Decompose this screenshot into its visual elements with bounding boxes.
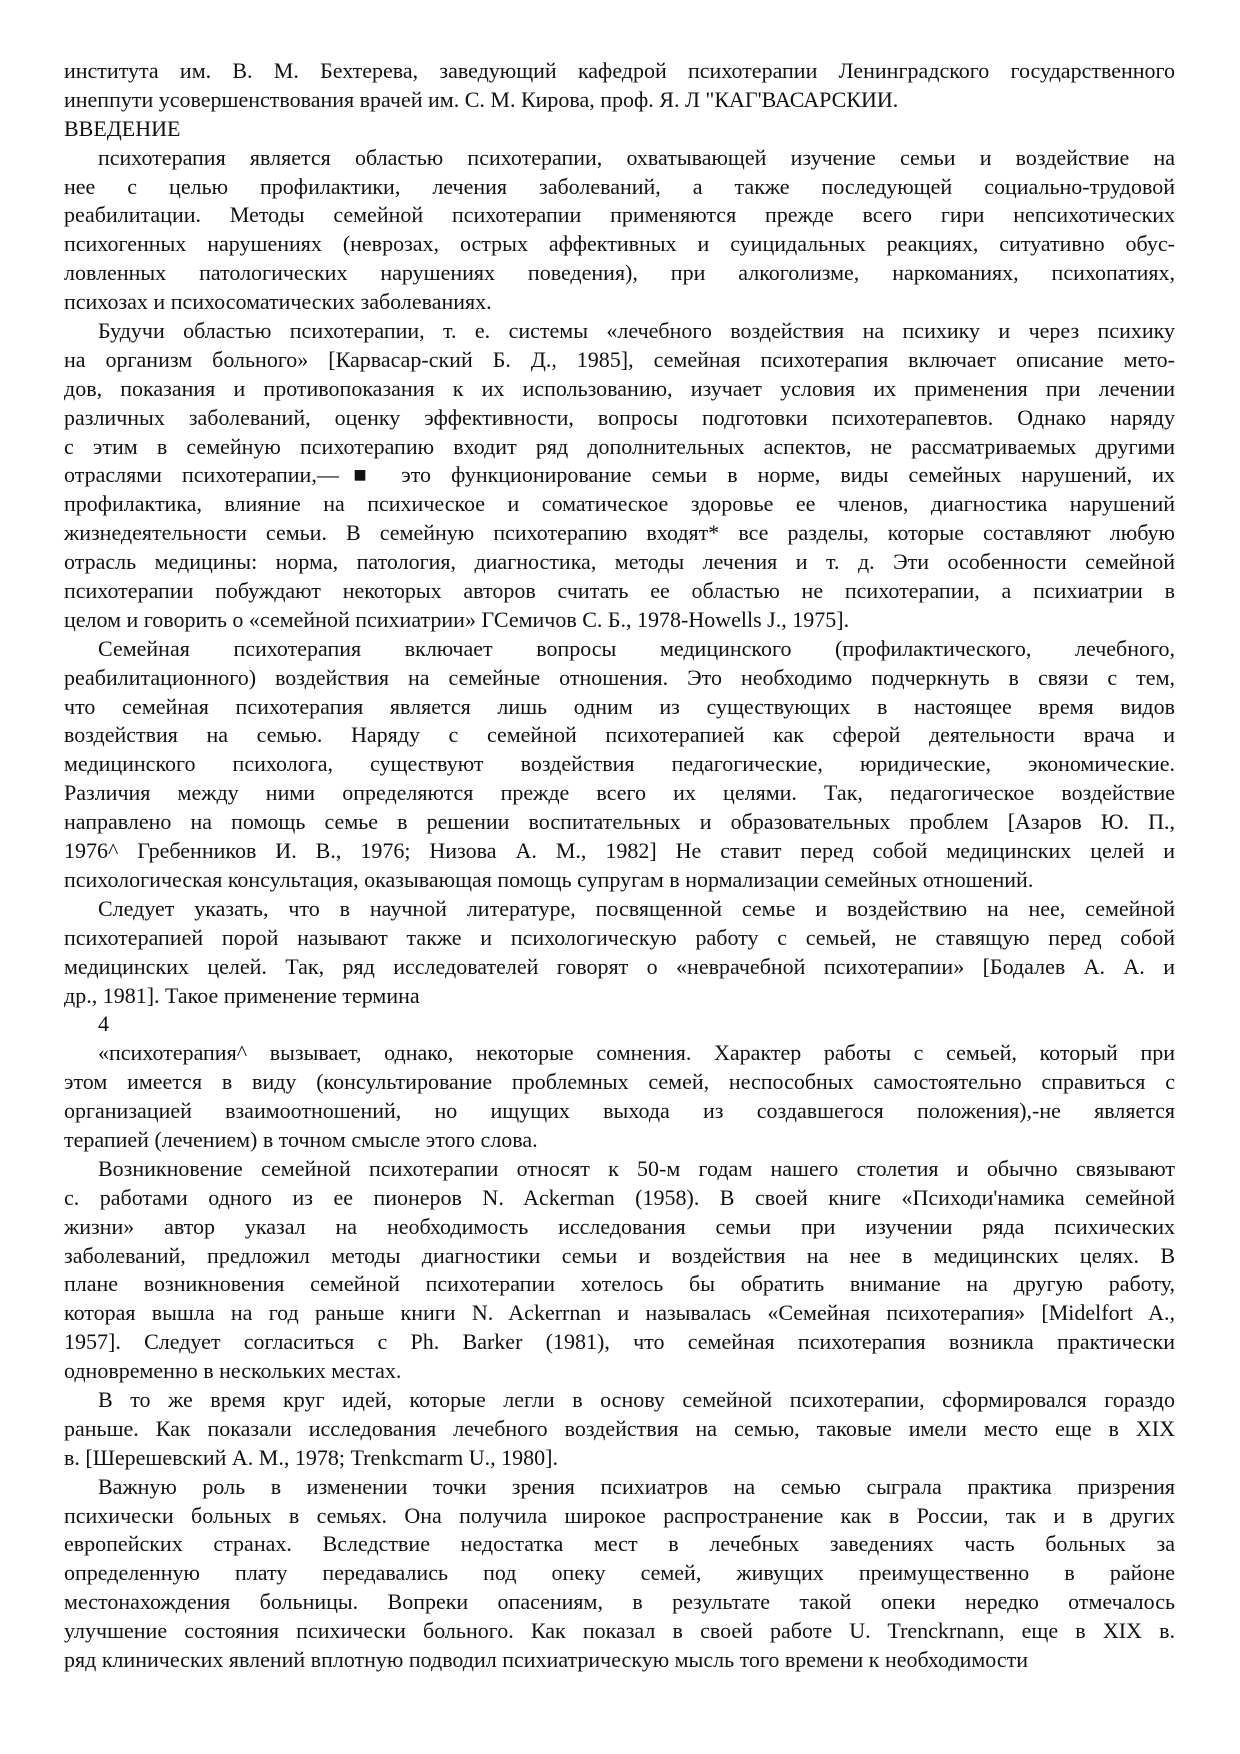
text-line: что семейная психотерапия является лишь одним из существующих в настоящее время видов: [64, 693, 1175, 719]
text-line: Следует указать, что в научной литературе, посвященной семье и воздействию на нее, семейной: [98, 895, 1175, 921]
text-line: которая вышла на год раньше книги N. Ackerrnan и называлась «Семейная психотерапия» [Midelfort A.,: [64, 1300, 1175, 1326]
text-line: ловленных патологических нарушениях поведения), при алкоголизме, наркоманиях, психопатиях,: [64, 260, 1175, 286]
text-line: Возникновение семейной психотерапии относят к 50-м годам нашего столетия и обычно связывают: [98, 1155, 1175, 1181]
text-line: др., 1981]. Такое применение термина: [64, 982, 420, 1008]
text-line: раньше. Как показали исследования лечебного воздействия на семью, таковые имели место еще в XIX: [64, 1415, 1175, 1441]
text-line: психотерапией порой называют также и психологическую работу с семьей, не ставящую перед собой: [64, 924, 1175, 950]
text-line: Будучи областью психотерапии, т. е. системы «лечебного воздействия на психику и через психику: [98, 318, 1175, 344]
document-page: [64, 57, 1175, 1675]
paragraph: [64, 1155, 1175, 1386]
text-line: жизнедеятельности семьи. В семейную психотерапию входят* все разделы, которые составляют любую: [64, 520, 1175, 546]
text-line: отрасль медицины: норма, патология, диагностика, методы лечения и т. д. Эти особенности семейной: [64, 549, 1175, 575]
paragraph: [64, 635, 1175, 895]
text-line: Различия между ними определяются прежде всего их целями. Так, педагогическое воздействие: [64, 780, 1175, 806]
text-line: профилактика, влияние на психическое и соматическое здоровье ее членов, диагностика нарушений: [64, 491, 1175, 517]
text-line: психотерапии побуждают некоторых авторов считать ее областью не психотерапии, а психиатрии в: [64, 578, 1175, 604]
paragraph: [64, 144, 1175, 317]
section-title: ВВЕДЕНИЕ: [64, 115, 181, 141]
text-line: дов, показания и противопоказания к их использованию, изучает условия их применения при лечении: [64, 375, 1175, 401]
page-number: 4: [98, 1011, 109, 1037]
text-line: Семейная психотерапия включает вопросы медицинского (профилактического, лечебного,: [98, 635, 1175, 661]
text-line: на организм больного» [Карвасар-ский Б. Д., 1985], семейная психотерапия включает описание мето-: [64, 346, 1175, 372]
text-line: медицинских целей. Так, ряд исследователей говорят о «неврачебной психотерапии» [Бодалев А. А. и: [64, 953, 1175, 979]
text-line: различных заболеваний, оценку эффективности, вопросы подготовки психотерапевтов. Однако наряду: [64, 404, 1175, 430]
paragraph: [64, 1386, 1175, 1473]
text-line: в. [Шерешевский А. М., 1978; Trenkcmarm U., 1980].: [64, 1444, 559, 1470]
text-line: 1957]. Следует согласиться с Ph. Barker (1981), что семейная психотерапия возникла практически: [64, 1329, 1175, 1355]
text-line: медицинского психолога, существуют воздействия педагогические, юридические, экономические.: [64, 751, 1175, 777]
paragraph: [64, 317, 1175, 635]
text-line: воздействия на семью. Наряду с семейной психотерапией как сферой деятельности врача и: [64, 722, 1175, 748]
text-line: реабилитационного) воздействия на семейные отношения. Это необходимо подчеркнуть в связи с тем,: [64, 664, 1175, 690]
text-line: заболеваний, предложил методы диагностики семьи и воздействия на нее в медицинских целях. В: [64, 1242, 1175, 1268]
text-line: психически больных в семьях. Она получила широкое распространение как в России, так и в других: [64, 1502, 1175, 1528]
text-line: 1976^ Гребенников И. В., 1976; Низова А. М., 1982] Не ставит перед собой медицинских целей и: [64, 838, 1175, 864]
text-line: этом имеется в виду (консультирование проблемных семей, неспособных самостоятельно справиться с: [64, 1069, 1175, 1095]
text-line: улучшение состояния психически больного. Как показал в своей работе U. Trenckrnann, еще в XIX в.: [64, 1618, 1175, 1644]
text-line: психогенных нарушениях (неврозах, острых аффективных и суицидальных реакциях, ситуативно обус-: [64, 231, 1175, 257]
header-line: института им. В. М. Бехтерева, заведующий кафедрой психотерапии Ленинградского государственного: [64, 58, 1175, 83]
text-line: одновременно в нескольких местах.: [64, 1358, 402, 1384]
body-text-after-page-break: [64, 1039, 1175, 1675]
header-line: инеппути усовершенствования врачей им. С. М. Кирова, проф. Я. Л "КАГ'ВАСАРСКИИ.: [64, 86, 899, 112]
text-line: В то же время круг идей, которые легли в основу семейной психотерапии, сформировался гораздо: [98, 1386, 1175, 1412]
text-line: целом и говорить о «семейной психиатрии» ГСемичов С. Б., 1978-Howells J., 1975].: [64, 606, 850, 632]
text-line: реабилитации. Методы семейной психотерапии применяются прежде всего гири непсихотических: [64, 202, 1175, 228]
text-line: европейских странах. Вследствие недостатка мест в лечебных заведениях часть больных за: [64, 1531, 1175, 1557]
body-text-before-page-break: [64, 144, 1175, 1011]
text-line: с этим в семейную психотерапию входит ряд дополнительных аспектов, не рассматриваемых другими: [64, 433, 1175, 459]
paragraph: [64, 895, 1175, 1011]
text-line: терапией (лечением) в точном смысле этого слова.: [64, 1126, 538, 1152]
text-line: местонахождения больницы. Вопреки опасениям, в результате такой опеки нередко отмечалось: [64, 1589, 1175, 1615]
text-line: с. работами одного из ее пионеров N. Ackerman (1958). В своей книге «Психоди'намика семейной: [64, 1184, 1175, 1210]
text-line: «психотерапия^ вызывает, однако, некоторые сомнения. Характер работы с семьей, который при: [98, 1040, 1175, 1066]
text-line: ряд клинических явлений вплотную подводил психиатрическую мысль того времени к необходимости: [64, 1646, 1028, 1672]
text-line: нее с целью профилактики, лечения заболеваний, а также последующей социально-трудовой: [64, 173, 1175, 199]
text-line: жизни» автор указал на необходимость исследования семьи при изучении ряда психических: [64, 1213, 1175, 1239]
text-line: отраслями психотерапии,—■ это функционирование семьи в норме, виды семейных нарушений, их: [64, 462, 1175, 488]
paragraph: [64, 1473, 1175, 1675]
text-line: психотерапия является областью психотерапии, охватывающей изучение семьи и воздействие на: [98, 144, 1175, 170]
text-line: организацией взаимоотношений, но ищущих выхода из создавшегося положения),-не является: [64, 1098, 1175, 1124]
text-line: психологическая консультация, оказывающая помощь супругам в нормализации семейных отношений.: [64, 866, 1034, 892]
paragraph: [64, 1039, 1175, 1155]
text-line: определенную плату передавались под опеку семей, живущих преимущественно в районе: [64, 1560, 1175, 1586]
text-line: психозах и психосоматических заболеваниях.: [64, 289, 492, 315]
text-line: направлено на помощь семье в решении воспитательных и образовательных проблем [Азаров Ю. П.,: [64, 809, 1175, 835]
text-line: плане возникновения семейной психотерапии хотелось бы обратить внимание на другую работу,: [64, 1271, 1175, 1297]
text-line: Важную роль в изменении точки зрения психиатров на семью сыграла практика призрения: [98, 1473, 1175, 1499]
